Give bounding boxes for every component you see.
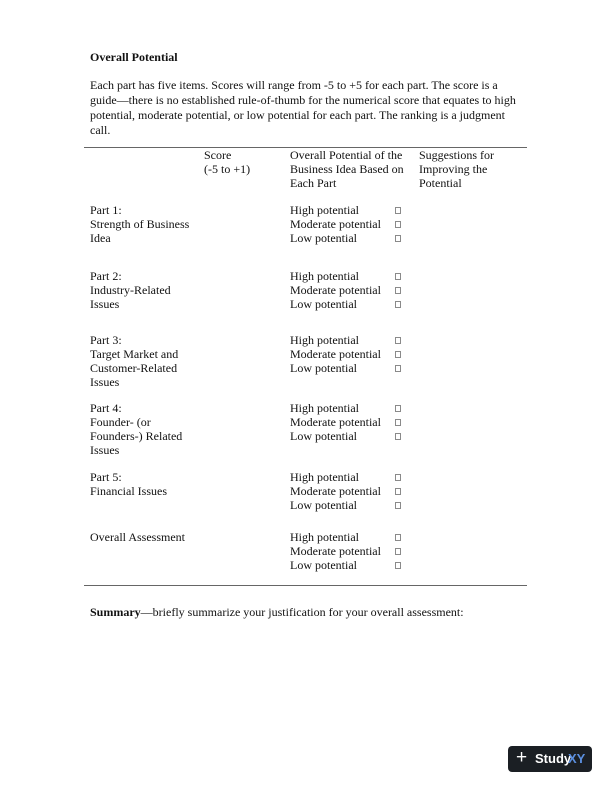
table-row-part-1 xyxy=(90,203,202,245)
option-low-potential: Low potential xyxy=(290,429,357,443)
option-moderate-potential: Moderate potential xyxy=(290,217,381,231)
row-description: Founder- (or Founders-) Related Issues xyxy=(90,415,183,457)
option-high-potential: High potential xyxy=(290,269,359,283)
intro-paragraph: Each part has five items. Scores will range from -5 to +5 for each part. The score is a guide—there is no established rule-of-thumb for the numerical score that equates to high potential, moderate potential, or low potential for each part. The ranking is a judgment call. xyxy=(90,78,516,137)
header-score-range: (-5 to +1) xyxy=(204,162,251,176)
option-moderate-potential: Moderate potential xyxy=(290,347,381,361)
header-score-label: Score xyxy=(204,148,232,162)
option-high-potential: High potential xyxy=(290,401,359,415)
row-label: Part 4: xyxy=(90,401,122,415)
summary-label: Summary xyxy=(90,605,141,619)
checkbox-low[interactable] xyxy=(395,235,401,242)
brand-suffix: XY xyxy=(568,751,586,766)
option-low-potential: Low potential xyxy=(290,361,357,375)
row-label: Part 3: xyxy=(90,333,122,347)
option-high-potential: High potential xyxy=(290,203,359,217)
table-row-part-2 xyxy=(90,269,202,311)
checkbox-high[interactable] xyxy=(395,207,401,214)
row-label: Part 5: xyxy=(90,470,122,484)
checkbox-moderate[interactable] xyxy=(395,351,401,358)
table-row-overall-assessment xyxy=(90,530,202,544)
checkbox-low[interactable] xyxy=(395,502,401,509)
checkbox-moderate[interactable] xyxy=(395,419,401,426)
option-moderate-potential: Moderate potential xyxy=(290,415,381,429)
option-moderate-potential: Moderate potential xyxy=(290,283,381,297)
checkbox-high[interactable] xyxy=(395,534,401,541)
option-low-potential: Low potential xyxy=(290,558,357,572)
checkbox-high[interactable] xyxy=(395,273,401,280)
row-label: Overall Assessment xyxy=(90,530,185,544)
table-row-part-3 xyxy=(90,333,202,389)
row-label: Part 2: xyxy=(90,269,122,283)
row-description: Industry-Related Issues xyxy=(90,283,171,311)
table-row-part-5 xyxy=(90,470,202,498)
studyxy-watermark[interactable] xyxy=(508,746,592,772)
table-bottom-rule xyxy=(84,585,527,586)
checkbox-moderate[interactable] xyxy=(395,221,401,228)
row-description: Strength of Business Idea xyxy=(90,217,190,245)
checkbox-low[interactable] xyxy=(395,433,401,440)
checkbox-high[interactable] xyxy=(395,337,401,344)
section-title: Overall Potential xyxy=(90,50,178,64)
checkbox-moderate[interactable] xyxy=(395,488,401,495)
option-low-potential: Low potential xyxy=(290,498,357,512)
checkbox-moderate[interactable] xyxy=(395,287,401,294)
option-high-potential: High potential xyxy=(290,333,359,347)
row-label: Part 1: xyxy=(90,203,122,217)
option-high-potential: High potential xyxy=(290,470,359,484)
header-potential: Overall Potential of the Business Idea Based on Each Part xyxy=(290,148,404,190)
option-moderate-potential: Moderate potential xyxy=(290,544,381,558)
header-suggestions: Suggestions for Improving the Potential xyxy=(419,148,494,190)
option-high-potential: High potential xyxy=(290,530,359,544)
table-row-part-4 xyxy=(90,401,202,457)
checkbox-high[interactable] xyxy=(395,474,401,481)
checkbox-high[interactable] xyxy=(395,405,401,412)
summary-instruction: —briefly summarize your justification for your overall assessment: xyxy=(140,605,464,619)
checkbox-low[interactable] xyxy=(395,301,401,308)
checkbox-moderate[interactable] xyxy=(395,548,401,555)
row-description: Financial Issues xyxy=(90,484,167,498)
header-score xyxy=(204,148,280,176)
option-low-potential: Low potential xyxy=(290,231,357,245)
option-low-potential: Low potential xyxy=(290,297,357,311)
brand-name: Study xyxy=(535,751,572,766)
summary-prompt xyxy=(90,605,464,620)
checkbox-low[interactable] xyxy=(395,365,401,372)
row-description: Target Market and Customer-Related Issues xyxy=(90,347,179,389)
checkbox-low[interactable] xyxy=(395,562,401,569)
plus-icon: + xyxy=(516,747,528,768)
option-moderate-potential: Moderate potential xyxy=(290,484,381,498)
